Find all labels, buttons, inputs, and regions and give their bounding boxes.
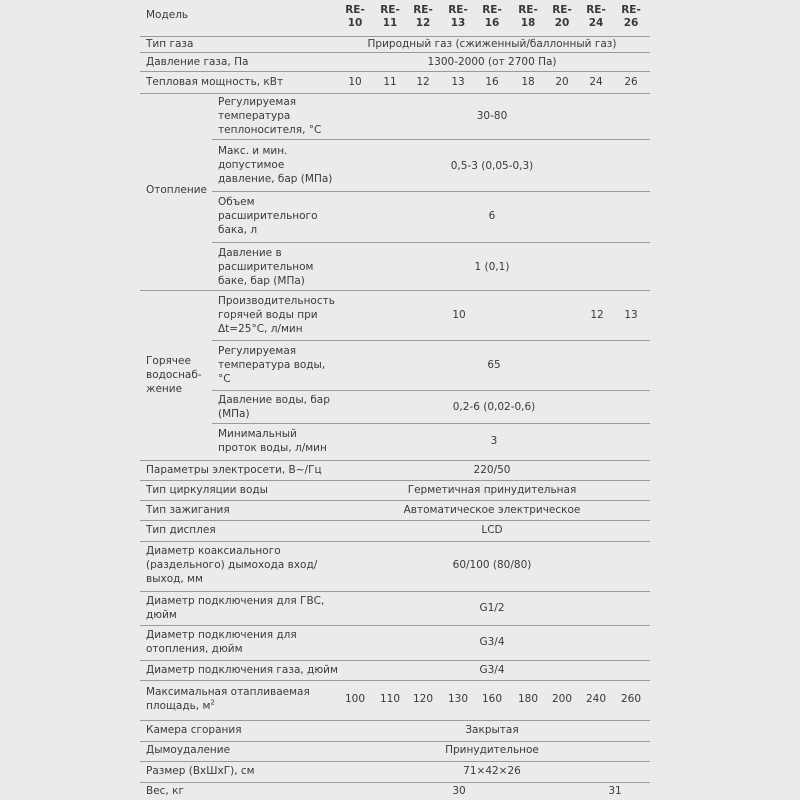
row-label: Диаметр коаксиального [146,545,281,557]
row-label: температура воды, [218,359,326,371]
row-value: 10 [452,309,466,321]
area-value: 200 [551,693,573,705]
row-label: Давление воды, бар [218,394,330,406]
model-column-number: 16 [484,17,500,29]
row-label: проток воды, л/мин [218,442,327,454]
row-label: бака, л [218,224,258,236]
row-label: (раздельного) дымохода вход/ [146,559,318,571]
row-label: Макс. и мин. [218,145,288,157]
power-value: 10 [348,76,362,88]
table-row [140,782,650,800]
row-value: 1 (0,1) [474,261,510,273]
row-label: горячей воды при [218,309,318,321]
row-value: 1300-2000 (от 2700 Па) [427,56,557,68]
area-value: 180 [517,693,539,705]
model-column-header: RE- [448,4,468,16]
model-column-number: 13 [450,17,466,29]
model-column-header: RE- [413,4,433,16]
table-row [140,720,650,742]
power-value: 24 [589,76,603,88]
row-label: Вес, кг [146,785,184,797]
row-value: 65 [487,359,501,371]
row-label: (МПа) [218,408,250,420]
row-label: Тип зажигания [146,504,230,516]
row-value: LCD [481,524,503,536]
table-row [140,761,650,783]
row-value: 0,2-6 (0,02-0,6) [452,401,536,413]
row-label: дюйм [146,609,177,621]
row-label: Диаметр подключения для [146,629,297,641]
row-value: Герметичная принудительная [407,484,577,496]
row-value: 3 [490,435,498,447]
row-label: Максимальная отапливаемая [146,686,310,698]
model-column-header: RE- [621,4,641,16]
section-dhw-1: Горячее [146,355,191,367]
model-column-header: RE- [380,4,400,16]
row-label: Тепловая мощность, кВт [146,76,284,88]
row-value: G3/4 [479,664,505,676]
table-row [140,500,650,521]
row-value: 31 [608,785,622,797]
row-label: баке, бар (МПа) [218,275,305,287]
model-column-number: 11 [382,17,398,29]
row-label: °С [218,373,231,385]
area-unit-sup: 2 [210,698,215,707]
section-heating: Отопление [146,184,207,196]
row-label: давление, бар (МПа) [218,173,333,185]
power-value: 13 [451,76,465,88]
area-value: 110 [379,693,401,705]
row-label: Тип циркуляции воды [146,484,268,496]
row-value: 30 [452,785,466,797]
row-label: Давление в [218,247,282,259]
row-value: 30-80 [476,110,508,122]
row-label: Тип дисплея [146,524,216,536]
model-column-number: 18 [520,17,536,29]
row-value: 0,5-3 (0,05-0,3) [450,160,534,172]
section-dhw-2: водоснаб- [146,369,202,381]
model-column-header: RE- [345,4,365,16]
row-value: 13 [624,309,638,321]
row-label: Диаметр подключения газа, дюйм [146,664,338,676]
power-value: 16 [485,76,499,88]
power-value: 18 [521,76,535,88]
row-value: 12 [590,309,604,321]
row-label: Параметры электросети, В~/Гц [146,464,322,476]
row-value: 220/50 [473,464,511,476]
row-label: Давление газа, Па [146,56,249,68]
model-column-header: RE- [586,4,606,16]
row-label: Тип газа [146,38,194,50]
power-value: 11 [383,76,397,88]
row-label: Дымоудаление [146,744,231,756]
table-row [140,591,650,626]
area-value: 100 [344,693,366,705]
table-row [140,460,650,481]
model-column-number: 20 [554,17,570,29]
row-label: Производительность [218,295,335,307]
power-value: 26 [624,76,638,88]
model-column-header: RE- [552,4,572,16]
row-label: выход, мм [146,573,203,585]
table-row [140,520,650,542]
row-label: Камера сгорания [146,724,242,736]
area-unit: площадь, м [146,700,211,712]
table-row [140,541,650,592]
row-label [146,700,215,713]
row-label: Объем [218,196,255,208]
row-value: Принудительное [445,744,539,756]
row-label: допустимое [218,159,285,171]
row-value: Автоматическое электрическое [403,504,581,516]
table-row [140,625,650,661]
row-value: 60/100 (80/80) [452,559,532,571]
row-label: Минимальный [218,428,297,440]
row-label: Регулируемая [218,345,297,357]
row-label: отопления, дюйм [146,643,243,655]
model-column-number: 10 [347,17,363,29]
row-value: G1/2 [479,602,505,614]
row-label: Δt=25°С, л/мин [218,323,303,335]
row-label: теплоносителя, °С [218,124,322,136]
table-row [140,741,650,762]
row-label: Регулируемая [218,96,297,108]
section-dhw-3: жение [146,383,183,395]
table-row [140,660,650,681]
row-value: 71×42×26 [463,765,521,777]
table-row [140,480,650,501]
model-column-number: 12 [415,17,431,29]
row-label: расширительном [218,261,314,273]
row-value: Закрытая [465,724,519,736]
row-value: G3/4 [479,636,505,648]
row-label: температура [218,110,291,122]
header-label: Модель [146,9,189,21]
model-column-number: 26 [623,17,639,29]
area-value: 120 [412,693,434,705]
model-column-header: RE- [482,4,502,16]
model-column-header: RE- [518,4,538,16]
row-value: Природный газ (сжиженный/баллонный газ) [367,38,617,50]
area-value: 260 [620,693,642,705]
power-value: 12 [416,76,430,88]
dhw-block-border [140,0,650,461]
area-value: 130 [447,693,469,705]
area-value: 240 [585,693,607,705]
row-label: расширительного [218,210,318,222]
power-value: 20 [555,76,569,88]
row-label: Диаметр подключения для ГВС, [146,595,325,607]
row-value: 6 [488,210,496,222]
area-value: 160 [481,693,503,705]
row-label: Размер (ВхШхГ), см [146,765,255,777]
model-column-number: 24 [588,17,604,29]
